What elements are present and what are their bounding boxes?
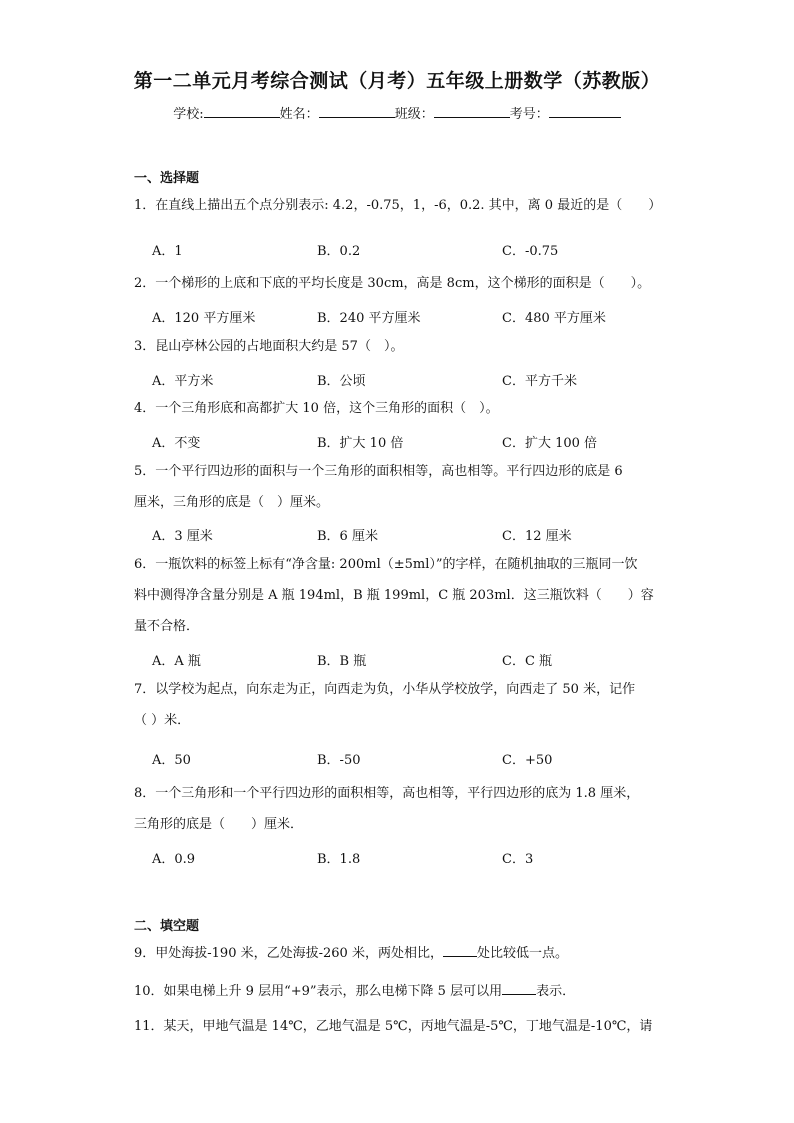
question-8-line-2: 三角形的底是（ ）厘米． — [134, 817, 304, 832]
option-a[interactable]: A．平方米 — [152, 374, 214, 389]
option-c[interactable]: C．+50 — [502, 753, 553, 768]
question-4-options — [152, 432, 652, 452]
question-6-line-3: 量不合格． — [134, 619, 200, 634]
option-a[interactable]: A．3 厘米 — [152, 529, 213, 544]
question-7-line-1: 7．以学校为起点，向东走为正，向西走为负，小华从学校放学，向西走了 50 米，记作 — [134, 682, 636, 697]
question-4: 4．一个三角形底和高都扩大 10 倍，这个三角形的面积（ ）。 — [134, 401, 499, 416]
name-blank[interactable] — [319, 105, 395, 118]
option-b[interactable]: B．0.2 — [317, 244, 361, 259]
option-a[interactable]: A．A 瓶 — [152, 654, 201, 669]
question-10 — [134, 976, 664, 1007]
question-3-options — [152, 370, 652, 390]
question-9 — [134, 938, 664, 969]
question-8-line-1: 8．一个三角形和一个平行四边形的面积相等，高也相等，平行四边形的底为 1.8 厘米， — [134, 786, 640, 801]
option-c[interactable]: C．3 — [502, 852, 534, 867]
id-blank[interactable] — [549, 105, 621, 118]
option-b[interactable]: B．扩大 10 倍 — [317, 436, 404, 451]
option-a[interactable]: A．50 — [152, 753, 191, 768]
option-a[interactable]: A．不变 — [152, 436, 201, 451]
section-heading-fill-blank: 二、填空题 — [134, 919, 200, 934]
class-label: 班级： — [394, 107, 434, 122]
option-c[interactable]: C．480 平方厘米 — [502, 311, 606, 326]
section-heading-choice: 一、选择题 — [134, 171, 200, 186]
option-a[interactable]: A．1 — [152, 244, 183, 259]
question-10-text-b: 表示． — [536, 984, 576, 999]
question-3: 3．昆山亭林公园的占地面积大约是 57（ ）。 — [134, 339, 404, 354]
school-label: 学校: — [173, 107, 204, 122]
question-6 — [134, 549, 664, 642]
answer-blank[interactable] — [443, 944, 477, 957]
id-label: 考号： — [509, 107, 549, 122]
option-c[interactable]: C．12 厘米 — [502, 529, 572, 544]
question-7-options — [152, 749, 652, 769]
question-7 — [134, 674, 664, 736]
answer-blank[interactable] — [502, 982, 536, 995]
question-1: 1．在直线上描出五个点分别表示: 4.2，-0.75，1，-6，0.2. 其中，离 0 最近的是（ ） — [134, 198, 662, 213]
question-10-text-a: 10．如果电梯上升 9 层用“+9”表示，那么电梯下降 5 层可以用 — [134, 984, 503, 999]
option-b[interactable]: B．240 平方厘米 — [317, 311, 421, 326]
question-9-text-a: 9．甲处海拔-190 米，乙处海拔-260 米，两处相比， — [134, 946, 443, 961]
option-c[interactable]: C．-0.75 — [502, 244, 559, 259]
option-a[interactable]: A．0.9 — [152, 852, 196, 867]
class-blank[interactable] — [434, 105, 510, 118]
question-9-text-b: 处比较低一点。 — [476, 946, 568, 961]
question-6-options — [152, 650, 652, 670]
question-5 — [134, 456, 664, 518]
student-info-row — [0, 103, 794, 122]
question-5-options — [152, 525, 652, 545]
question-6-line-2: 料中测得净含量分别是 A 瓶 194ml，B 瓶 199ml，C 瓶 203ml．这三瓶饮料（ ）容 — [134, 588, 654, 603]
option-b[interactable]: B．-50 — [317, 753, 361, 768]
page-title: 第一二单元月考综合测试（月考）五年级上册数学（苏教版） — [133, 70, 661, 92]
question-8-options — [152, 848, 652, 868]
option-b[interactable]: B．B 瓶 — [317, 654, 367, 669]
school-blank[interactable] — [204, 105, 280, 118]
question-6-line-1: 6．一瓶饮料的标签上标有“净含量: 200ml（±5ml）”的字样，在随机抽取的三瓶同一饮 — [134, 557, 638, 572]
question-11: 11．某天，甲地气温是 14℃，乙地气温是 5℃，丙地气温是-5℃，丁地气温是-10℃，请 — [134, 1019, 653, 1034]
option-a[interactable]: A．120 平方厘米 — [152, 311, 256, 326]
question-2-options — [152, 307, 652, 327]
question-1-options — [152, 240, 652, 260]
option-b[interactable]: B．6 厘米 — [317, 529, 378, 544]
option-b[interactable]: B．1.8 — [317, 852, 361, 867]
option-c[interactable]: C．平方千米 — [502, 374, 577, 389]
option-b[interactable]: B．公顷 — [317, 374, 366, 389]
option-c[interactable]: C．扩大 100 倍 — [502, 436, 598, 451]
question-5-line-2: 厘米，三角形的底是（ ）厘米。 — [134, 495, 330, 510]
question-2: 2．一个梯形的上底和下底的平均长度是 30cm，高是 8cm，这个梯形的面积是（ ）。 — [134, 276, 651, 291]
question-7-line-2: （ ）米． — [134, 713, 191, 728]
question-8 — [134, 778, 664, 840]
name-label: 姓名： — [279, 107, 319, 122]
question-5-line-1: 5．一个平行四边形的面积与一个三角形的面积相等，高也相等。平行四边形的底是 6 — [134, 464, 623, 479]
option-c[interactable]: C．C 瓶 — [502, 654, 553, 669]
